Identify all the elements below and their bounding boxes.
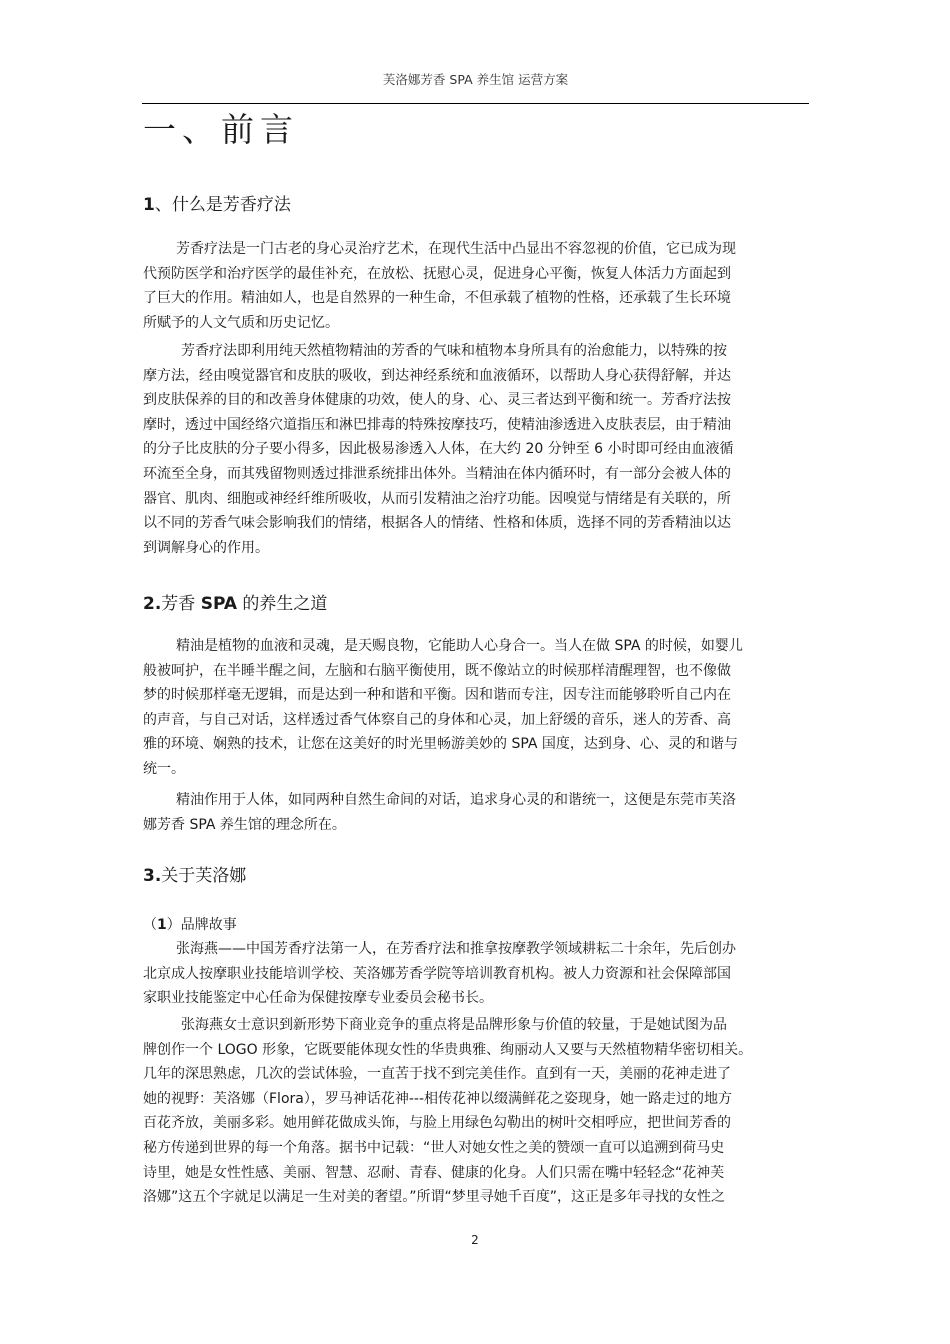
text-line: 精油作用于人体，如同两种自然生命间的对话，追求身心灵的和谐统一，这便是东莞市芙洛 bbox=[176, 792, 736, 808]
text-line: 芳香疗法即利用纯天然植物精油的芳香的气味和植物本身所具有的治愈能力，以特殊的按 bbox=[181, 343, 727, 359]
text-line: 环流至全身，而其残留物则透过排泄系统排出体外。当精油在体内循环时，有一部分会被人体的 bbox=[143, 465, 731, 482]
text-line: 器官、肌肉、细胞或神经纤维所吸收，从而引发精油之治疗功能。因嗅觉与情绪是有关联的，所 bbox=[143, 490, 731, 507]
section-1-title: 、什么是芳香疗法 bbox=[154, 195, 291, 215]
section-1-paragraph-1-cont bbox=[143, 262, 810, 336]
text-line: 娜芳香 SPA 养生馆的理念所在。 bbox=[143, 816, 346, 833]
section-2-number: 2. bbox=[143, 594, 162, 614]
text-line: 几年的深思熟虑，几次的尝试体验，一直苦于找不到完美佳作。直到有一天，美丽的花神走进了 bbox=[143, 1066, 731, 1083]
text-line: 摩时，透过中国经络穴道指压和淋巴排毒的特殊按摩技巧，使精油渗透进入皮肤表层，由于精油 bbox=[143, 416, 731, 433]
text-line: 所赋予的人文气质和历史记忆。 bbox=[143, 314, 339, 331]
text-line: 的分子比皮肤的分子要小得多，因此极易渗透入人体，在大约 20 分钟至 6 小时即可经由血液循 bbox=[143, 441, 734, 458]
text-line: 统一。 bbox=[143, 760, 185, 777]
section-3-number: 3. bbox=[143, 866, 162, 886]
section-3-heading bbox=[143, 861, 246, 886]
section-3-paragraph-1-cont bbox=[143, 962, 810, 1011]
section-1-paragraph-2 bbox=[143, 339, 810, 364]
section-1-paragraph-1 bbox=[143, 237, 810, 262]
text-line: 精油是植物的血液和灵魂，是天赐良物，它能助人心身合一。当人在做 SPA 的时候，如婴儿 bbox=[176, 638, 743, 654]
section-3-paragraph-2-cont bbox=[143, 1038, 810, 1210]
section-1-paragraph-2-cont bbox=[143, 364, 810, 561]
text-line: 梦的时候那样毫无逻辑，而是达到一种和谐和平衡。因和谐而专注，因专注而能够聆听自己内在 bbox=[143, 687, 731, 704]
page-number: 2 bbox=[471, 1233, 479, 1247]
text-line: 她的视野：芙洛娜（Flora），罗马神话花神---相传花神以缀满鲜花之姿现身，她一路走过的地方 bbox=[143, 1090, 732, 1107]
text-line: 以不同的芳香气味会影响我们的情绪，根据各人的情绪、性格和体质，选择不同的芳香精油以达 bbox=[143, 515, 731, 532]
section-2-title-spa: SPA bbox=[200, 594, 238, 614]
text-line: 般被呵护，在半睡半醒之间，左脑和右脑平衡使用，既不像站立的时候那样清醒理智，也不像做 bbox=[143, 662, 731, 679]
text-line: 秘方传递到世界的每一个角落。据书中记载：“世人对她女性之美的赞颂一直可以追溯到荷马史 bbox=[143, 1139, 725, 1156]
section-2-paragraph-1 bbox=[143, 634, 810, 659]
text-line: 到调解身心的作用。 bbox=[143, 539, 269, 556]
sub-number: 1 bbox=[157, 917, 167, 933]
text-line: 诗里，她是女性性感、美丽、智慧、忍耐、青春、健康的化身。人们只需在嘴中轻轻念“花神芙 bbox=[143, 1164, 725, 1181]
text-line: 代预防医学和治疗医学的最佳补充，在放松、抚慰心灵，促进身心平衡，恢复人体活力方面起到 bbox=[143, 265, 731, 282]
text-line: 家职业技能鉴定中心任命为保健按摩专业委员会秘书长。 bbox=[143, 990, 493, 1007]
section-2-paragraph-1-cont bbox=[143, 659, 810, 782]
section-3-title: 关于芙洛娜 bbox=[161, 866, 247, 886]
text-line: 北京成人按摩职业技能培训学校、芙洛娜芳香学院等培训教育机构。被人力资源和社会保障部国 bbox=[143, 965, 731, 982]
sub-title: ）品牌故事 bbox=[166, 917, 237, 933]
text-line: 牌创作一个 LOGO 形象，它既要能体现女性的华贵典雅、绚丽动人又要与天然植物精华密切相关。 bbox=[143, 1041, 753, 1058]
text-line: 芳香疗法是一门古老的身心灵治疗艺术，在现代生活中凸显出不容忽视的价值，它已成为现 bbox=[176, 241, 736, 257]
section-3-paragraph-1 bbox=[143, 937, 810, 962]
text-line: 洛娜”这五个字就足以满足一生对美的奢望。”所谓“梦里寻她千百度”，这正是多年寻找的女性之 bbox=[143, 1189, 726, 1206]
text-line: 百花齐放，美丽多彩。她用鲜花做成头饰，与脸上用绿色勾勒出的树叶交相呼应，把世间芳香的 bbox=[143, 1115, 731, 1132]
section-2-paragraph-2-cont bbox=[143, 813, 810, 838]
section-2-heading bbox=[143, 589, 327, 614]
section-2-paragraph-2 bbox=[143, 788, 810, 813]
subsection-brand-story bbox=[143, 914, 237, 934]
text-line: 的声音，与自己对话，这样透过香气体察自己的身体和心灵，加上舒缓的音乐，迷人的芳香、高 bbox=[143, 711, 731, 728]
section-3-paragraph-2 bbox=[143, 1013, 810, 1038]
text-line: 雅的环境、娴熟的技术，让您在这美好的时光里畅游美妙的 SPA 国度，达到身、心、灵的和谐与 bbox=[143, 736, 738, 753]
section-2-title-a: 芳香 bbox=[161, 594, 201, 614]
text-line: 张海燕女士意识到新形势下商业竞争的重点将是品牌形象与价值的较量，于是她试图为品 bbox=[181, 1017, 727, 1033]
section-2-title-b: 的养生之道 bbox=[237, 594, 328, 614]
running-header: 芙洛娜芳香 SPA 养生馆 运营方案 bbox=[382, 72, 569, 87]
chapter-title: 一、前言 bbox=[143, 110, 299, 149]
text-line: 张海燕——中国芳香疗法第一人，在芳香疗法和推拿按摩教学领域耕耘二十余年，先后创办 bbox=[176, 941, 736, 957]
text-line: 到皮肤保养的目的和改善身体健康的功效，使人的身、心、灵三者达到平衡和统一。芳香疗法按 bbox=[143, 392, 731, 409]
text-line: 了巨大的作用。精油如人，也是自然界的一种生命，不但承载了植物的性格，还承载了生长环境 bbox=[143, 290, 731, 307]
text-line: 摩方法，经由嗅觉器官和皮肤的吸收，到达神经系统和血液循环，以帮助人身心获得舒解，并达 bbox=[143, 367, 731, 384]
section-1-heading bbox=[143, 190, 291, 215]
section-1-number: 1 bbox=[143, 195, 155, 215]
sub-open: （ bbox=[143, 917, 157, 933]
